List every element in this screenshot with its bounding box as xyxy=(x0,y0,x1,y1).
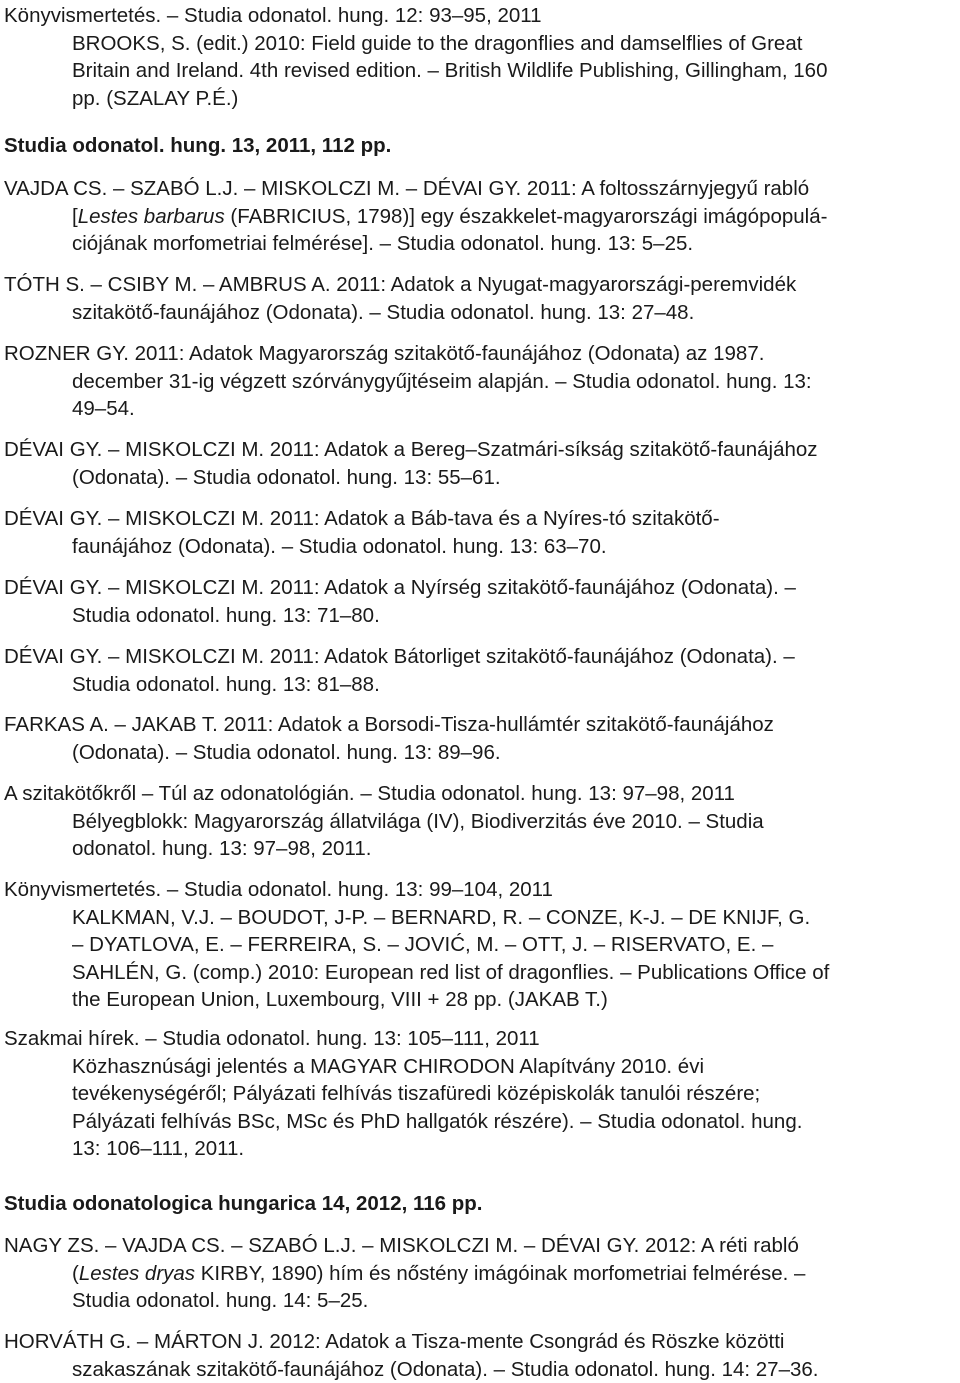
text-line: Pályázati felhívás BSc, MSc és PhD hallgatók részére). – Studia odonatol. hung. xyxy=(72,1109,803,1133)
volume-title: Studia odonatologica hungarica 14, 2012, 116 pp. xyxy=(4,1192,483,1215)
species-name: Lestes dryas xyxy=(78,1261,196,1285)
reference-entry xyxy=(4,505,956,560)
text-run: Studia odonatol. hung. 14: 5–25. xyxy=(72,1289,369,1312)
text-run: VAJDA CS. – SZABÓ L.J. – MISKOLCZI M. – DÉVAI GY. 2011: A foltosszárnyjegyű rabló xyxy=(4,177,810,200)
text-run: ciójának morfometriai felmérése]. – Studia odonatol. hung. 13: 5–25. xyxy=(72,232,694,255)
text-line: (Odonata). – Studia odonatol. hung. 13: 55–61. xyxy=(72,465,501,489)
text-run: ( xyxy=(72,1261,79,1285)
text-line: december 31-ig végzett szórványgyűjtéseim alapján. – Studia odonatol. hung. 13: xyxy=(72,369,812,393)
text-line: Britain and Ireland. 4th revised edition. – British Wildlife Publishing, Gillingham, 160 xyxy=(72,59,828,82)
text-line: SAHLÉN, G. (comp.) 2010: European red list of dragonflies. – Publications Office of xyxy=(72,960,830,984)
reference-entry xyxy=(4,271,956,326)
professional-news-entry xyxy=(4,1025,956,1163)
reference-entry xyxy=(4,1232,956,1315)
text-line: szitakötő-faunájához (Odonata). – Studia odonatol. hung. 13: 27–48. xyxy=(72,300,695,324)
text-line: pp. (SZALAY P.É.) xyxy=(72,86,239,110)
text-line xyxy=(4,175,956,203)
reference-entry xyxy=(4,711,956,766)
reference-entry xyxy=(4,1328,956,1383)
text-line: 49–54. xyxy=(72,397,135,420)
text-run: (FABRICIUS, 1798)] egy északkelet-magyarországi imágópopulá- xyxy=(224,204,828,228)
text-line xyxy=(4,1232,956,1260)
species-name: Lestes barbarus xyxy=(77,204,225,228)
reference-entry xyxy=(4,643,956,698)
text-run: KIRBY, 1890) hím és nőstény imágóinak morfometriai felmérése. – xyxy=(195,1261,806,1285)
text-line xyxy=(4,203,956,231)
text-line: BROOKS, S. (edit.) 2010: Field guide to the dragonflies and damselflies of Great xyxy=(72,31,803,55)
text-line xyxy=(4,230,956,258)
text-line: DÉVAI GY. – MISKOLCZI M. 2011: Adatok a Báb-tava és a Nyíres-tó szitakötő- xyxy=(4,507,720,530)
reference-entry xyxy=(4,340,956,423)
text-line: ROZNER GY. 2011: Adatok Magyarország szitakötő-faunájához (Odonata) az 1987. xyxy=(4,342,765,365)
reference-entry xyxy=(4,175,956,258)
text-line: DÉVAI GY. – MISKOLCZI M. 2011: Adatok a Nyírség szitakötő-faunájához (Odonata). – xyxy=(4,576,796,599)
text-line: faunájához (Odonata). – Studia odonatol. hung. 13: 63–70. xyxy=(72,534,607,558)
text-run: [ xyxy=(72,204,78,228)
reference-entry xyxy=(4,574,956,629)
text-line: KALKMAN, V.J. – BOUDOT, J-P. – BERNARD, R. – CONZE, K-J. – DE KNIJF, G. xyxy=(72,905,811,929)
volume-heading-13 xyxy=(4,132,956,160)
text-line: FARKAS A. – JAKAB T. 2011: Adatok a Borsodi-Tisza-hullámtér szitakötő-faunájához xyxy=(4,713,774,736)
volume-heading-14 xyxy=(4,1190,956,1218)
text-line: Studia odonatol. hung. 13: 81–88. xyxy=(72,672,380,696)
text-line: Könyvismertetés. – Studia odonatol. hung. 13: 99–104, 2011 xyxy=(4,878,553,901)
book-review-entry-12 xyxy=(4,2,956,112)
reference-entry xyxy=(4,436,956,491)
text-line: HORVÁTH G. – MÁRTON J. 2012: Adatok a Tisza-mente Csongrád és Röszke közötti xyxy=(4,1330,785,1353)
volume-title: Studia odonatol. hung. 13, 2011, 112 pp. xyxy=(4,134,392,157)
text-line: Könyvismertetés. – Studia odonatol. hung. 12: 93–95, 2011 xyxy=(4,4,542,27)
text-line: (Odonata). – Studia odonatol. hung. 13: 89–96. xyxy=(72,740,501,764)
text-line: tevékenységéről; Pályázati felhívás tiszafüredi középiskolák tanulói részére; xyxy=(72,1082,761,1105)
text-line: DÉVAI GY. – MISKOLCZI M. 2011: Adatok a Bereg–Szatmári-síkság szitakötő-faunájához xyxy=(4,438,818,461)
text-line: Közhasznúsági jelentés a MAGYAR CHIRODON Alapítvány 2010. évi xyxy=(72,1054,704,1078)
text-line: DÉVAI GY. – MISKOLCZI M. 2011: Adatok Bátorliget szitakötő-faunájához (Odonata). – xyxy=(4,645,795,668)
text-line: Bélyegblokk: Magyarország állatvilága (IV), Biodiverzitás éve 2010. – Studia xyxy=(72,809,764,833)
text-line: szakaszának szitakötő-faunájához (Odonata). – Studia odonatol. hung. 14: 27–36. xyxy=(72,1357,819,1381)
text-line: 13: 106–111, 2011. xyxy=(72,1137,245,1160)
text-line: the European Union, Luxembourg, VIII + 28 pp. (JAKAB T.) xyxy=(72,988,608,1011)
text-line xyxy=(4,1287,956,1315)
text-line: Szakmai hírek. – Studia odonatol. hung. 13: 105–111, 2011 xyxy=(4,1027,540,1050)
text-line: Studia odonatol. hung. 13: 71–80. xyxy=(72,603,380,627)
text-line: TÓTH S. – CSIBY M. – AMBRUS A. 2011: Adatok a Nyugat-magyarországi-peremvidék xyxy=(4,273,797,296)
text-line: odonatol. hung. 13: 97–98, 2011. xyxy=(72,837,372,860)
text-line: A szitakötőkről – Túl az odonatológián. – Studia odonatol. hung. 13: 97–98, 2011 xyxy=(4,782,735,805)
news-entry xyxy=(4,780,956,863)
text-line xyxy=(4,1260,956,1288)
text-run: NAGY ZS. – VAJDA CS. – SZABÓ L.J. – MISKOLCZI M. – DÉVAI GY. 2012: A réti rabló xyxy=(4,1234,799,1257)
text-line: – DYATLOVA, E. – FERREIRA, S. – JOVIĆ, M. – OTT, J. – RISERVATO, E. – xyxy=(72,933,774,956)
book-review-entry-13 xyxy=(4,876,956,1014)
